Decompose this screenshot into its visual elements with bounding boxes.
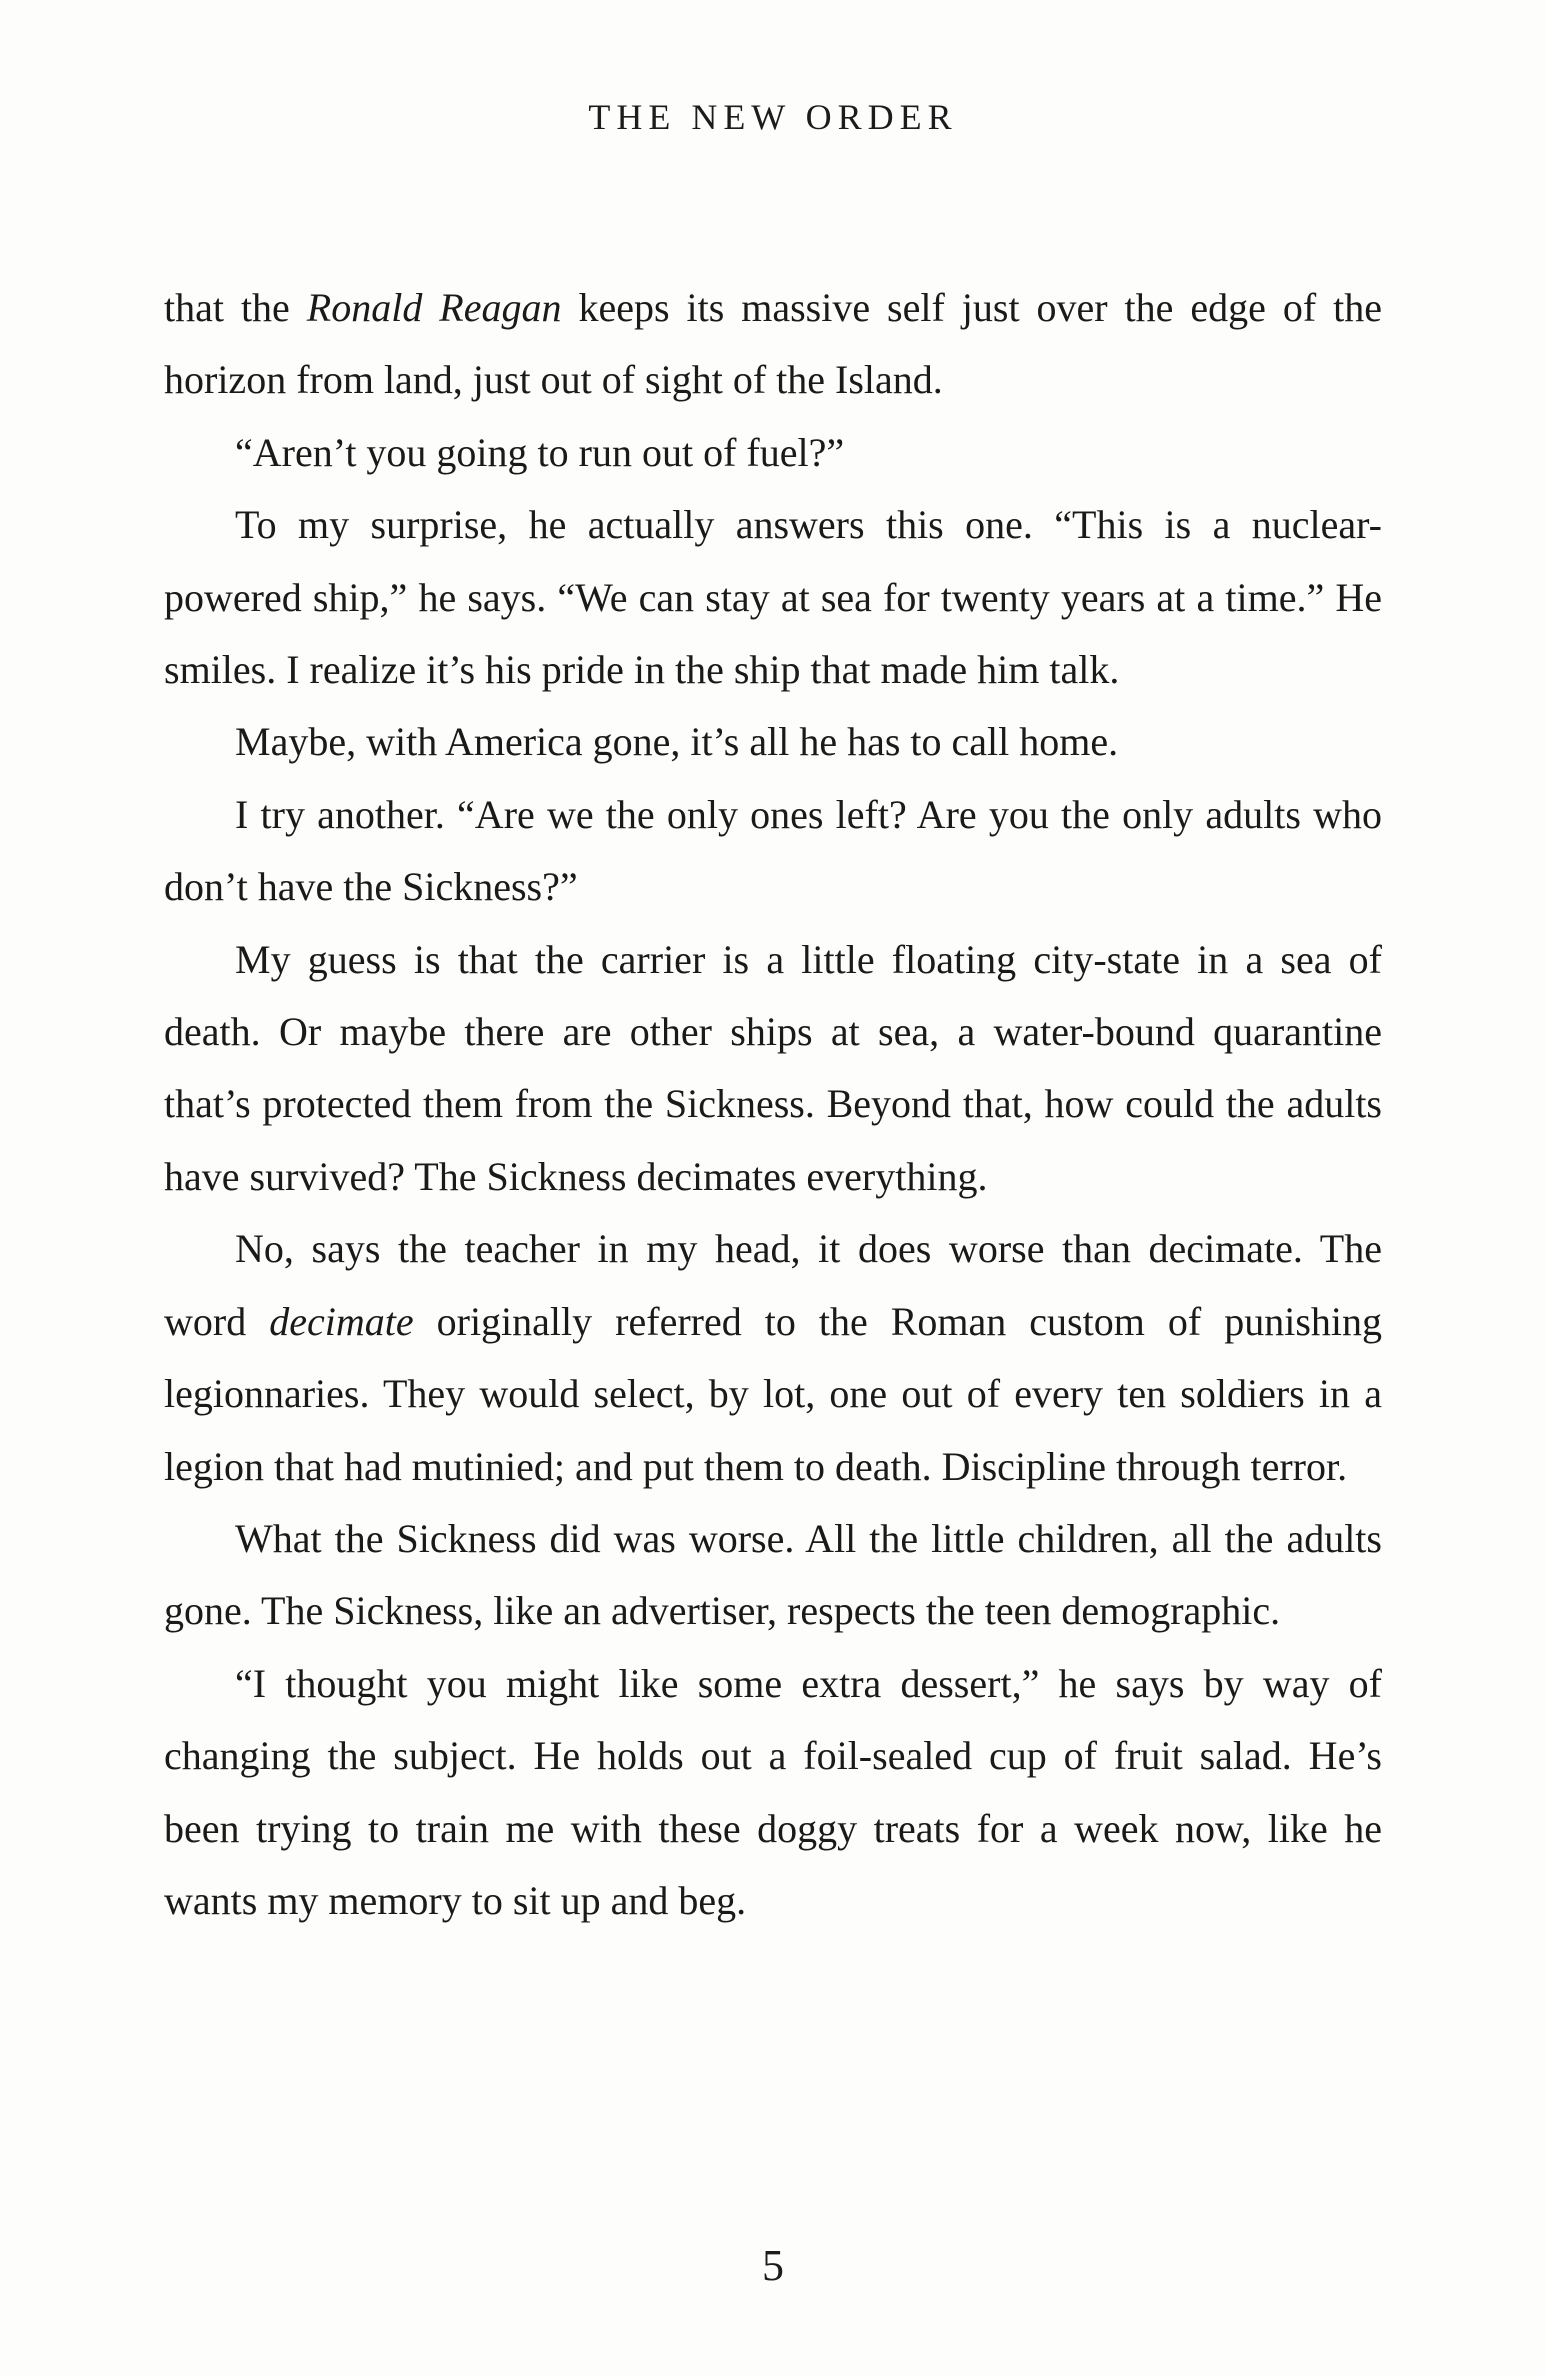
paragraph-text: originally referred to the Roman custom of punishing legionnaries. They would select, by lot, one out of every ten soldiers in a legion that had mutinied; and put them to death. Discipline through terror. (164, 1298, 1382, 1489)
page-number: 5 (762, 2241, 784, 2290)
paragraph-text: To my surprise, he actually answers this one. “This is a nuclear-powered ship,” he says. “We can stay at sea for twenty years at a time.” He smiles. I realize it’s his pride in the ship that made him talk. (164, 502, 1382, 693)
italic-text: Ronald Reagan (306, 285, 562, 330)
body-text (164, 272, 1382, 1937)
paragraph (164, 1648, 1382, 1938)
paragraph (164, 489, 1382, 706)
paragraph-text: “I thought you might like some extra dessert,” he says by way of changing the subject. He holds out a foil-sealed cup of fruit salad. He’s been trying to train me with these doggy treats for a week now, like he wants my memory to sit up and beg. (164, 1660, 1382, 1923)
paragraph (164, 779, 1382, 924)
paragraph-text: I try another. “Are we the only ones left? Are you the only adults who don’t have the Sickness?” (164, 791, 1382, 910)
paragraph (164, 924, 1382, 1214)
paragraph-text: “Aren’t you going to run out of fuel?” (235, 429, 845, 475)
paragraph (164, 417, 1382, 489)
paragraph-text: My guess is that the carrier is a little floating city-state in a sea of death. Or maybe there are other ships at sea, a water-bound quarantine that’s protected them from the Sickness. Beyond that, how could the adults have survived? The Sickness decimates everything. (164, 936, 1382, 1199)
paragraph-text: Maybe, with America gone, it’s all he has to call home. (235, 719, 1119, 765)
paragraph-text: keeps its massive self just over the edge of the horizon from land, just out of sight of the Island. (164, 285, 1383, 403)
paragraph-text: No, says the teacher in my head, it does worse than decimate. The word (164, 1226, 1382, 1344)
paragraph (164, 1213, 1382, 1503)
running-head: THE NEW ORDER (588, 97, 958, 137)
paragraph-text: that the (164, 285, 307, 330)
italic-text: decimate (269, 1298, 414, 1344)
paragraph (164, 1503, 1382, 1648)
paragraph-text: What the Sickness did was worse. All the little children, all the adults gone. The Sickness, like an advertiser, respects the teen demographic. (164, 1515, 1382, 1634)
paragraph (164, 272, 1382, 417)
paragraph (164, 706, 1382, 778)
